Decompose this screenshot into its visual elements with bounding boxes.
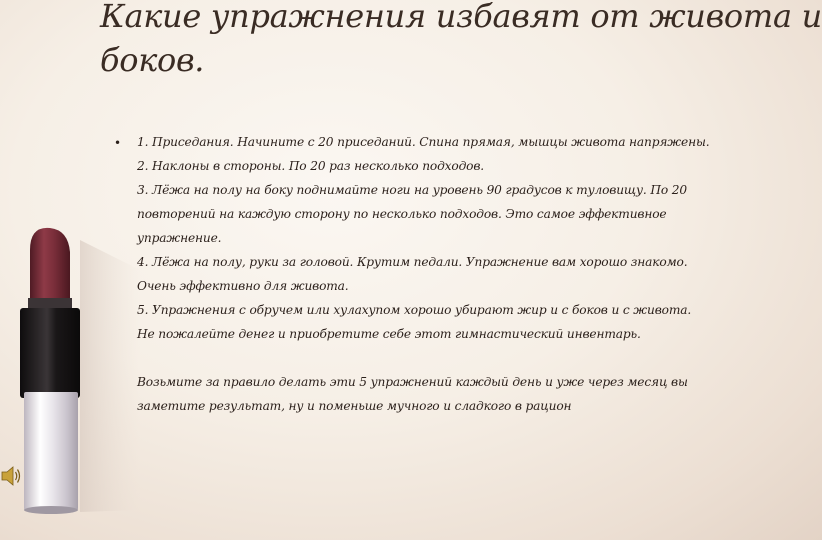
paragraph-spacer: [137, 346, 712, 370]
body-line: 2. Наклоны в стороны. По 20 раз несколько подходов.: [137, 159, 485, 173]
body-line: 5. Упражнения с обручем или хулахупом хорошо убирают жир и с боков и с живота.: [137, 303, 692, 317]
speaker-icon[interactable]: [0, 462, 22, 490]
bullet-marker: •: [114, 136, 122, 150]
body-line: повторений на каждую сторону по несколько подходов. Это самое эффективное: [137, 207, 667, 221]
body-line: Очень эффективно для живота.: [137, 279, 349, 293]
title-line-1: Какие упражнения избавят от живота и: [100, 0, 822, 35]
body-line: 1. Приседания. Начините с 20 приседаний. Спина прямая, мышцы живота напряжены.: [137, 135, 710, 149]
body-line: 3. Лёжа на полу на боку поднимайте ноги на уровень 90 градусов к туловищу. По 20: [137, 183, 687, 197]
title-line-2: боков.: [100, 41, 205, 79]
closing-line: заметите результат, ну и поменьше мучного и сладкого в рацион: [137, 399, 572, 413]
body-line: Не пожалейте денег и приобретите себе этот гимнастический инвентарь.: [137, 327, 641, 341]
slide-title: [100, 0, 822, 82]
slide-body: [137, 130, 712, 418]
closing-line: Возьмите за правило делать эти 5 упражнений каждый день и уже через месяц вы: [137, 375, 688, 389]
body-line: упражнение.: [137, 231, 222, 245]
body-line: 4. Лёжа на полу, руки за головой. Крутим педали. Упражнение вам хорошо знакомо.: [137, 255, 688, 269]
